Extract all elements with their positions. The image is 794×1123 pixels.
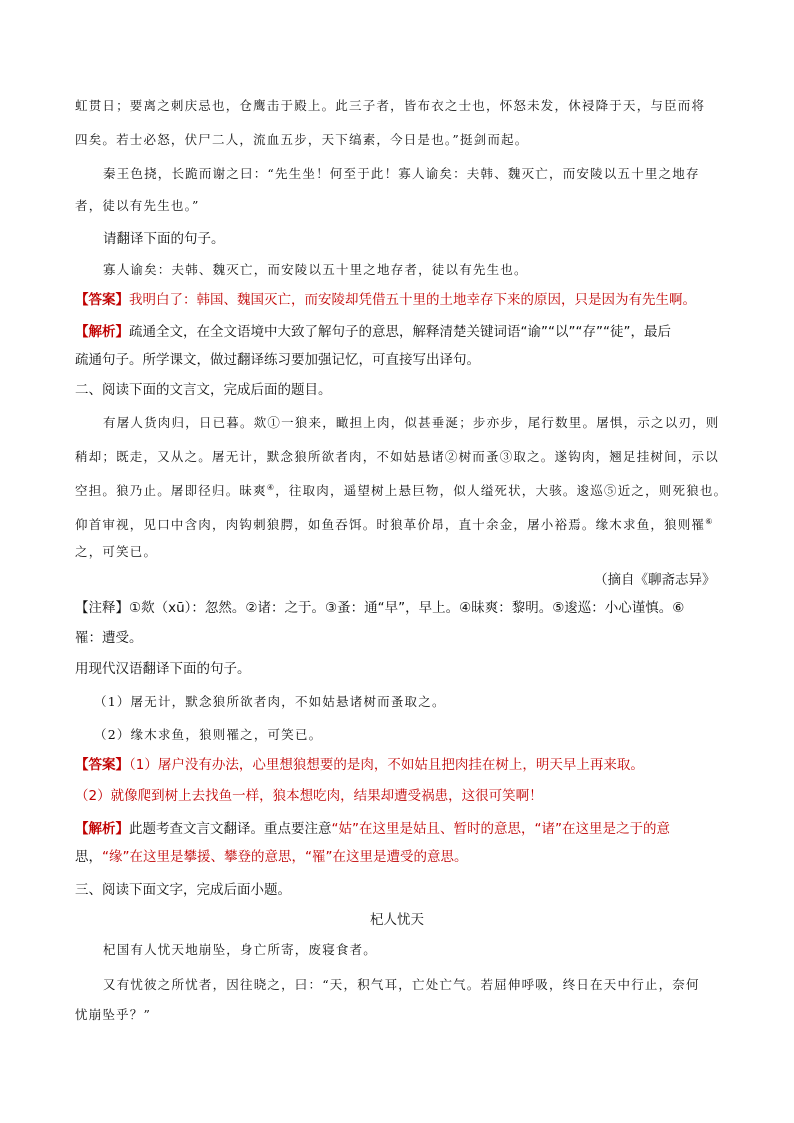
q1-analysis-line1: [75, 322, 671, 342]
passage1-line2: 四矣。若士必怒，伏尸二人，流血五步，天下缟素，今日是也。”挺剑而起。: [75, 132, 529, 147]
section2-answer-line1: [75, 755, 644, 775]
analysis-text: 思，: [75, 849, 102, 865]
passage-text: ，往取肉，遥望树上悬巨物，似人缢死状，大骇。逡巡⑤近之，则死狼也。: [275, 483, 728, 498]
section2-passage-line2: 稍却；既走，又从之。屠无计，默念狼所欲者肉，不如姑悬诸②树而蚤③取之。遂钩肉，翘足挂树间，示以: [75, 449, 719, 464]
section3-heading: 三、阅读下面文字，完成后面小题。: [75, 882, 291, 898]
analysis-text: “缘”在这里是攀援、攀登的意思，“罹”在这里是遭受的意思。: [102, 849, 468, 865]
sentence-1: （1）屠无计，默念狼所欲者肉，不如姑悬诸树而蚤取之。: [94, 694, 446, 709]
analysis-label: 【解析】: [75, 821, 129, 837]
q1-sentence: 寡人谕矣：夫韩、魏灭亡，而安陵以五十里之地存者，徒以有先生也。: [103, 262, 528, 277]
passage1-line3: 秦王色挠，长跪而谢之曰：“先生坐！何至于此！寡人谕矣：夫韩、魏灭亡，而安陵以五十里之地存: [103, 166, 700, 181]
section3-line1: 杞国有人忧天地崩坠，身亡所寄，废寝食者。: [103, 942, 378, 957]
section2-analysis-line2: [75, 847, 467, 867]
passage-text: 仰首审视，见口中含肉，肉钩刺狼腭，如鱼吞饵。时狼革价昂，直十余金，屠小裕焉。缘木求鱼，狼则罹: [75, 517, 706, 532]
section2-passage-line1: 有屠人货肉归，日已暮。欻①一狼来，瞰担上肉，似甚垂涎；步亦步，尾行数里。屠惧，示之以刃，则: [103, 415, 720, 430]
section3-line3: 忧崩坠乎？”: [75, 1007, 152, 1022]
passage1-line1: 虹贯日；要离之刺庆忌也，仓鹰击于殿上。此三子者，皆布衣之士也，怀怒未发，休祲降于天，与臣而将: [75, 98, 706, 113]
q1-prompt: 请翻译下面的句子。: [103, 231, 225, 247]
section2-prompt: 用现代汉语翻译下面的句子。: [75, 661, 251, 677]
analysis-text: 此题考查文言文翻译。重点要注意: [129, 821, 332, 837]
sentence-2: （2）缘木求鱼，狼则罹之，可笑已。: [94, 727, 323, 742]
section2-passage-line3: [75, 481, 727, 501]
answer-label: 【答案】: [75, 292, 129, 308]
answer-text: （1）屠户没有办法，心里想狼想要的是肉，不如姑且把肉挂在树上，明天早上再来取。: [129, 757, 644, 773]
section3-line2: 又有忧彼之所忧者，因往晓之，曰：“天，积气耳，亡处亡气。若屈伸呼吸，终日在天中行止，奈何: [103, 977, 700, 992]
note-marker: ④: [266, 482, 276, 492]
analysis-text: 疏通全文，在全文语境中大致了解句子的意思，解释清楚关键词语“谕”“以”“存”“徒”，最后: [129, 324, 671, 340]
notes-line1: 【注释】①欻（xū）：忽然。②诸：之于。③蚤：通“早”，早上。④昧爽：黎明。⑤逡巡：小心谨慎。⑥: [75, 600, 685, 616]
note-marker: ⑥: [705, 516, 714, 526]
section2-answer-line2: （2）就像爬到树上去找鱼一样，狼本想吃肉，结果却遭受祸患，这很可笑啊！: [75, 788, 543, 804]
source-citation: （摘自《聊斋志异》: [594, 572, 716, 588]
section2-passage-line4: [75, 515, 714, 535]
notes-line2: 罹：遭受。: [75, 630, 143, 646]
q1-answer: [75, 290, 696, 310]
q1-analysis-line2: 疏通句子。所学课文，做过翻译练习要加强记忆，可直接写出译句。: [75, 352, 480, 368]
analysis-label: 【解析】: [75, 324, 129, 340]
passage1-line4: 者，徒以有先生也。”: [75, 198, 200, 213]
section2-analysis-line1: [75, 819, 670, 839]
section2-passage-line5: 之，可笑已。: [75, 544, 158, 559]
analysis-text: “诸”在这里是之于的意: [534, 821, 670, 837]
answer-text: 我明白了：韩国、魏国灭亡，而安陵却凭借五十里的土地幸存下来的原因，只是因为有先生啊。: [129, 292, 696, 308]
passage-text: 空担。狼乃止。屠即径归。昧爽: [75, 483, 267, 498]
analysis-text: “姑”在这里是姑且、暂时的意思，: [331, 821, 535, 837]
section2-heading: 二、阅读下面的文言文，完成后面的题目。: [75, 382, 332, 398]
section3-title: 杞人忧天: [370, 912, 424, 928]
answer-label: 【答案】: [75, 757, 129, 773]
